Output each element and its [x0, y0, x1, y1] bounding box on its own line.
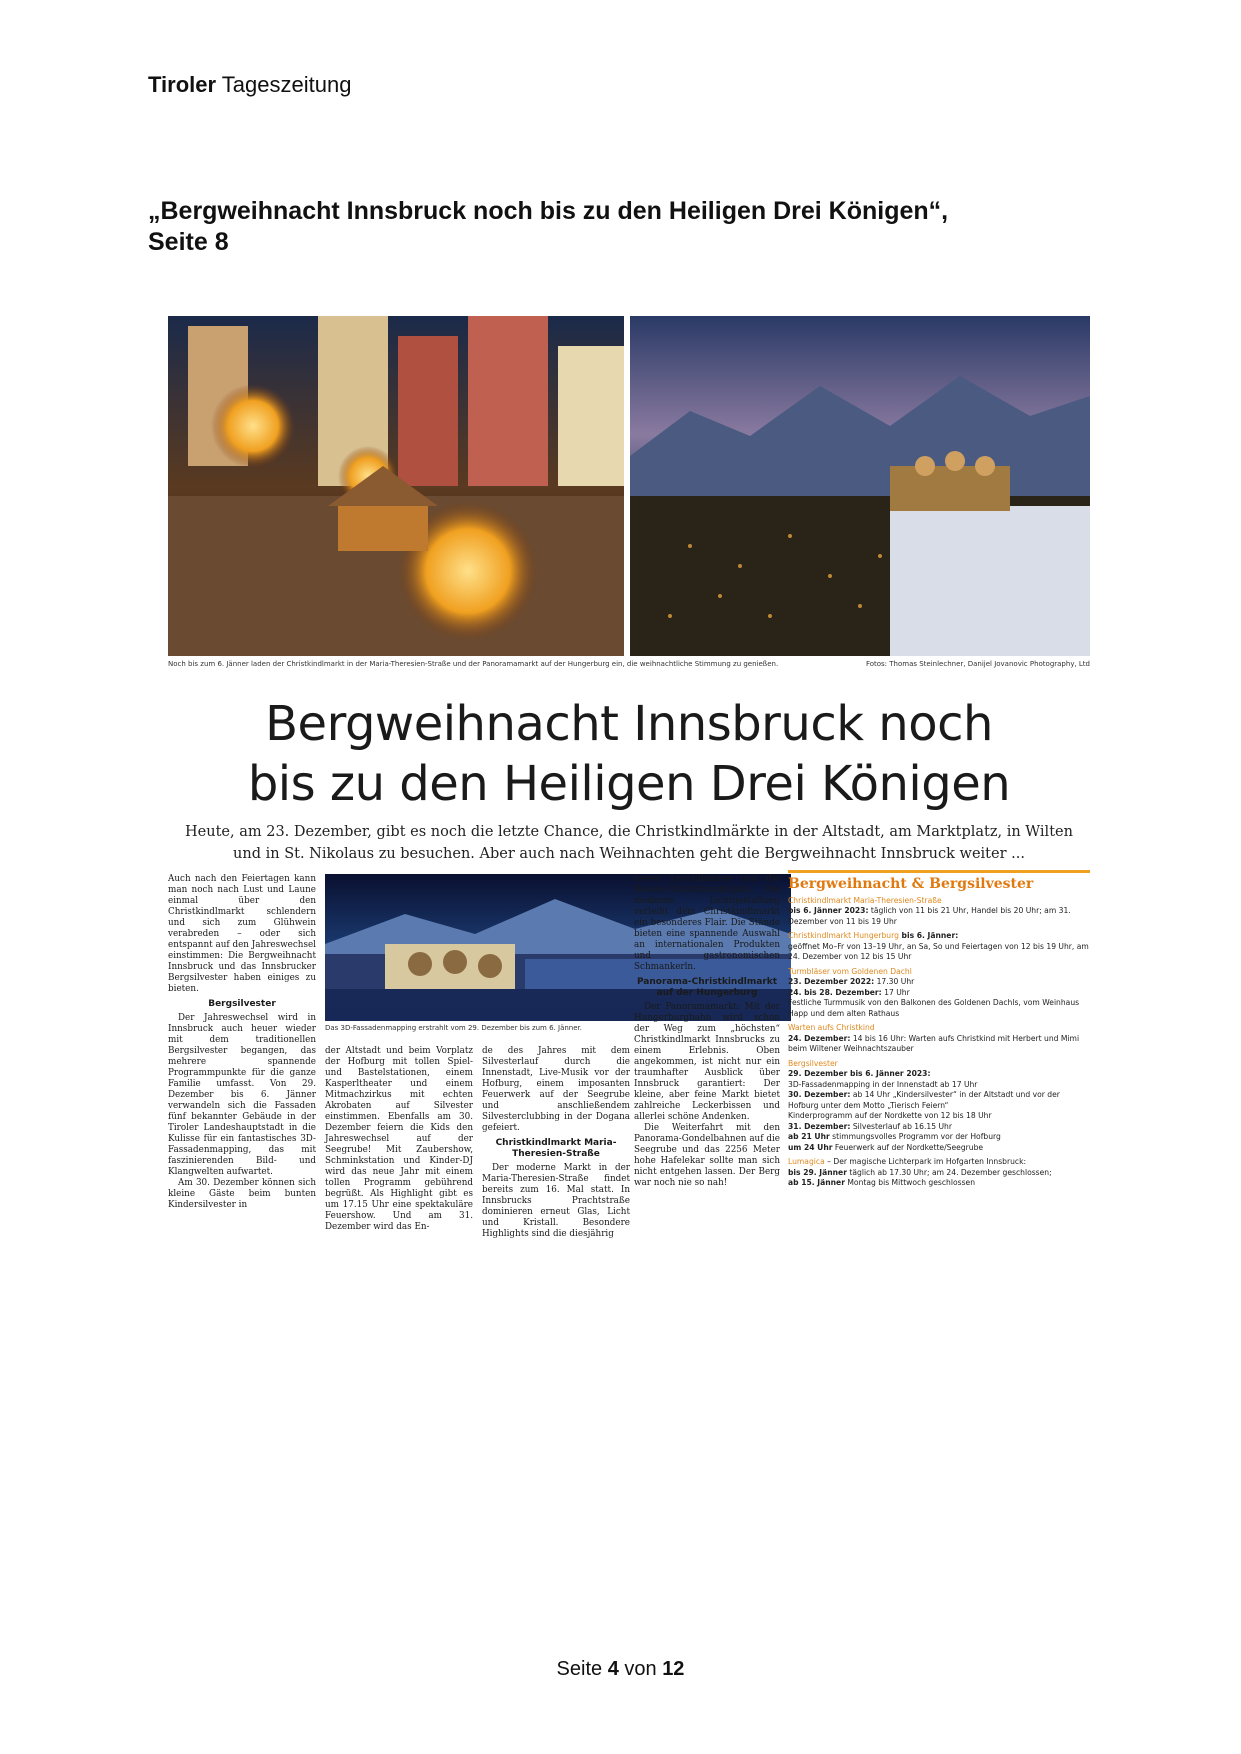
info-section-3-text: Festliche Turmmusik von den Balkonen des Goldenen Dachls, vom Weinhaus Happ und dem alten Rathaus [788, 998, 1080, 1018]
info-section-6-text3: Montag bis Mittwoch geschlossen [844, 1178, 976, 1187]
info-section-2-text: geöffnet Mo–Fr von 13–19 Uhr, an Sa, So und Feiertagen von 12 bis 19 Uhr, am 24. Dezember von 12 bis 15 Uhr [788, 941, 1089, 961]
headline-line2: bis zu den Heiligen Drei Königen [247, 756, 1011, 812]
info-section-5-line6 [788, 1143, 1090, 1154]
column-4-heading: Panorama-Christkindlmarkt auf der Hungerburg [636, 977, 778, 998]
info-section-6-line1 [788, 1157, 1090, 1168]
info-section-3-date1: 23. Dezember 2022: [788, 977, 875, 986]
photo-row [168, 316, 1090, 656]
article-column-3 [482, 1046, 630, 1240]
column-4-paragraph-2: Der Panoramamarkt: Mit der Hungerburgbahn wird schon der Weg zum „höchsten“ Christkindlmarkt Innsbrucks zu einem Erlebnis. Oben angekommen, ist nicht nur ein traumhafter Ausblick über Innsbruck garantiert: Der kleine, aber feine Markt bietet zahlreiche Leckerbissen und allerlei schöne Andenken. [634, 1002, 780, 1122]
info-box-title: Bergweihnacht & Bergsilvester [788, 876, 1034, 892]
info-section-2-heading: Christkindlmarkt Hungerburg [788, 931, 899, 940]
info-section-5-heading: Bergsilvester [788, 1058, 838, 1068]
publication-name-rest: Tageszeitung [216, 72, 352, 97]
info-section-3-line1 [788, 977, 1090, 988]
info-section-4-heading: Warten aufs Christkind [788, 1023, 875, 1032]
article-column-2 [325, 1046, 473, 1233]
clipping-title-line1: „Bergweihnacht Innsbruck noch bis zu den Heiligen Drei Königen“, [148, 197, 949, 225]
info-section-5-line5 [788, 1132, 1090, 1143]
column-2-paragraph-1: der Altstadt und beim Vorplatz der Hofburg mit tollen Spiel- und Bastelstationen, einem Kasperltheater und einem Mitmachzirkus mit echten Akrobaten auf Silvester einstimmen. Ebenfalls am 30. Dezember feiern die Kids den Jahreswechsel auf der Seegrube! Mit Zaubershow, Schminkstation und Kinder-DJ wird das neue Jahr mit einem tollen Programm gebührend begrüßt. Als Highlight gibt es um 17.15 Uhr eine spektakuläre Feuershow. Und am 31. Dezember wird das En- [325, 1046, 473, 1232]
newspaper-clipping [168, 316, 1090, 1284]
info-section-6-date1: bis 29. Jänner [788, 1167, 847, 1177]
info-section-2-date: bis 6. Jänner: [898, 931, 959, 940]
page-footer [0, 1658, 1241, 1681]
info-section-5-text3: Kinderprogramm auf der Nordkette von 12 bis 18 Uhr [788, 1111, 992, 1120]
info-section-5-date1: 29. Dezember bis 6. Jänner 2023: [788, 1069, 931, 1078]
subheadline-line1: Heute, am 23. Dezember, gibt es noch die letzte Chance, die Christkindlmärkte in der Altstadt, am Marktplatz, in Wilten [185, 824, 1073, 840]
footer-page-number: 4 [607, 1658, 619, 1680]
info-box-accent-bar [788, 870, 1090, 873]
info-section-5-text6: Feuerwerk auf der Nordkette/Seegrube [832, 1142, 984, 1152]
column-1-heading: Bergsilvester [208, 999, 276, 1009]
clipping-title [148, 196, 1108, 258]
info-section-3-date2: 24. bis 28. Dezember: [788, 987, 882, 997]
photo-caption: Noch bis zum 6. Jänner laden der Christkindlmarkt in der Maria-Theresien-Straße und der Panoramamarkt auf der Hungerburg ein, die weihnachtliche Stimmung zu genießen. [168, 660, 779, 668]
info-section-3-line2 [788, 988, 1090, 999]
info-section-1-date: bis 6. Jänner 2023: [788, 906, 869, 915]
info-section-6-heading: Lumagica [788, 1157, 825, 1166]
info-section-5-date2: 30. Dezember: [788, 1090, 851, 1099]
column-1-paragraph-3: Am 30. Dezember können sich kleine Gäste beim bunten Kindersilvester in [168, 1178, 316, 1210]
publication-name-bold: Tiroler [148, 72, 217, 97]
info-box [788, 870, 1090, 1189]
photo-hungerburg-panorama [630, 316, 1090, 656]
footer-separator: von [618, 1658, 663, 1680]
info-section-5-line2 [788, 1090, 1090, 1111]
info-section-5-date5: um 24 Uhr [788, 1142, 833, 1152]
column-3-paragraph-1: de des Jahres mit dem Silvesterlauf durch die Innenstadt, Live-Musik vor der Hofburg, einem imposanten Feuerwerk auf der Seegrube und anschließendem Silvesterclubbing in der Dogana gefeiert. [482, 1046, 630, 1133]
footer-total-pages: 12 [662, 1658, 685, 1680]
info-section-5-text4: Silvesterlauf ab 16.15 Uhr [850, 1121, 952, 1131]
info-section-4-detail: 14 bis 16 Uhr: Warten aufs Christkind mit Herbert und Mimi beim Wiltener Weihnachtszauber [788, 1033, 1080, 1053]
article-column-4 [634, 874, 780, 1189]
footer-prefix: Seite [556, 1658, 608, 1680]
info-section-6-date2: ab 15. Jänner [788, 1178, 845, 1187]
info-section-5-text2: ab 14 Uhr „Kindersilvester“ in der Altstadt und vor der Hofburg unter dem Motto „Tierisch Feiern“ [788, 1090, 1060, 1110]
column-3-paragraph-2: Der moderne Markt in der Maria-Theresien-Straße findet bereits zum 16. Mal statt. In Innsbrucks Prachtstraße dominieren erneut Glas, Licht und Kristall. Besondere Highlights sind die diesjährig [482, 1163, 630, 1239]
info-section-5-date3: 31. Dezember: [788, 1121, 851, 1131]
column-4-paragraph-3: Die Weiterfahrt mit den Panorama-Gondelbahnen auf die Seegrube und das 2256 Meter hohe Hafelekar sollte man sich nicht entgehen lassen. Der Berg war noch nie so nah! [634, 1123, 780, 1188]
info-section-3-time1: 17.30 Uhr [874, 977, 915, 986]
article-headline [168, 694, 1090, 814]
column-3-heading: Christkindlmarkt Maria-Theresien-Straße [495, 1138, 617, 1159]
article-subheadline [168, 821, 1090, 865]
photo-credit: Fotos: Thomas Steinlechner, Danijel Jovanovic Photography, Ltd [865, 660, 1090, 668]
info-section-4-date: 24. Dezember: [788, 1033, 851, 1043]
info-section-6-text: – Der magische Lichterpark im Hofgarten Innsbruck: [824, 1157, 1027, 1166]
info-section-6-line3 [788, 1178, 1090, 1189]
mapping-photo-caption: Das 3D-Fassadenmapping erstrahlt vom 29. Dezember bis zum 6. Jänner. [325, 1024, 582, 1032]
info-section-6-line2 [788, 1168, 1090, 1179]
info-section-4-text [788, 1034, 1090, 1055]
subheadline-line2: und in St. Nikolaus zu besuchen. Aber auch nach Weihnachten geht die Bergweihnacht Innsbruck weiter ... [233, 846, 1025, 862]
column-4-paragraph-1: neuen Leuchtbäume und die Riesen-Christbaumkugeln. Die moderne Lichtgestaltung verleiht dem Christkindlmarkt ein besonderes Flair. Die Stände bieten eine spannende Auswahl an internationalen Produkten und gastronomischen Schmankerln. [634, 874, 780, 972]
info-section-6-text2: täglich ab 17.30 Uhr; am 24. Dezember geschlossen; [846, 1167, 1052, 1177]
column-1-paragraph-1: Auch nach den Feiertagen kann man noch nach Lust und Laune einmal über den Christkindlmarkt schlendern und sich zum Glühwein verabreden – oder sich entspannt auf den Jahreswechsel einstimmen: Die Bergweihnacht Innsbruck und das Innsbrucker Bergsilvester haben einiges zu bieten. [168, 874, 316, 994]
photo-christkindlmarkt [168, 316, 624, 656]
article-column-1 [168, 874, 316, 1211]
clipping-title-line2: Seite 8 [148, 228, 229, 256]
publication-header [148, 72, 351, 98]
info-section-1-text [788, 906, 1090, 927]
column-1-paragraph-2: Der Jahreswechsel wird in Innsbruck auch heuer wieder mit dem traditionellen Bergsilvester begangen, das mehrere spannende Programmpunkte für die ganze Familie umfasst. Von 29. Dezember bis 6. Jänner verwandeln sich die Fassaden fünf bekannter Gebäude in der Tiroler Landeshauptstadt in die Kulisse für ein fantastisches 3D-Fassadenmapping, das mit faszinierenden Bild- und Klangwelten aufwartet. [168, 1013, 316, 1177]
info-section-1-heading: Christkindlmarkt Maria-Theresien-Straße [788, 895, 942, 905]
info-section-3-time2: 17 Uhr [881, 987, 910, 997]
info-section-2-heading-row [788, 931, 1090, 942]
info-section-5-date4: ab 21 Uhr [788, 1132, 830, 1141]
info-section-3-heading: Turmbläser vom Goldenen Dachl [788, 966, 912, 976]
info-section-5-text1: 3D-Fassadenmapping in der Innenstadt ab 17 Uhr [788, 1079, 978, 1089]
headline-line1: Bergweihnacht Innsbruck noch [265, 696, 993, 752]
info-section-5-text5: stimmungsvolles Programm vor der Hofburg [829, 1132, 1001, 1141]
photo-caption-row [168, 660, 1090, 668]
info-section-1-hours: täglich von 11 bis 21 Uhr, Handel bis 20 Uhr; am 31. Dezember von 11 bis 19 Uhr [788, 906, 1071, 926]
info-section-5-line4 [788, 1122, 1090, 1133]
